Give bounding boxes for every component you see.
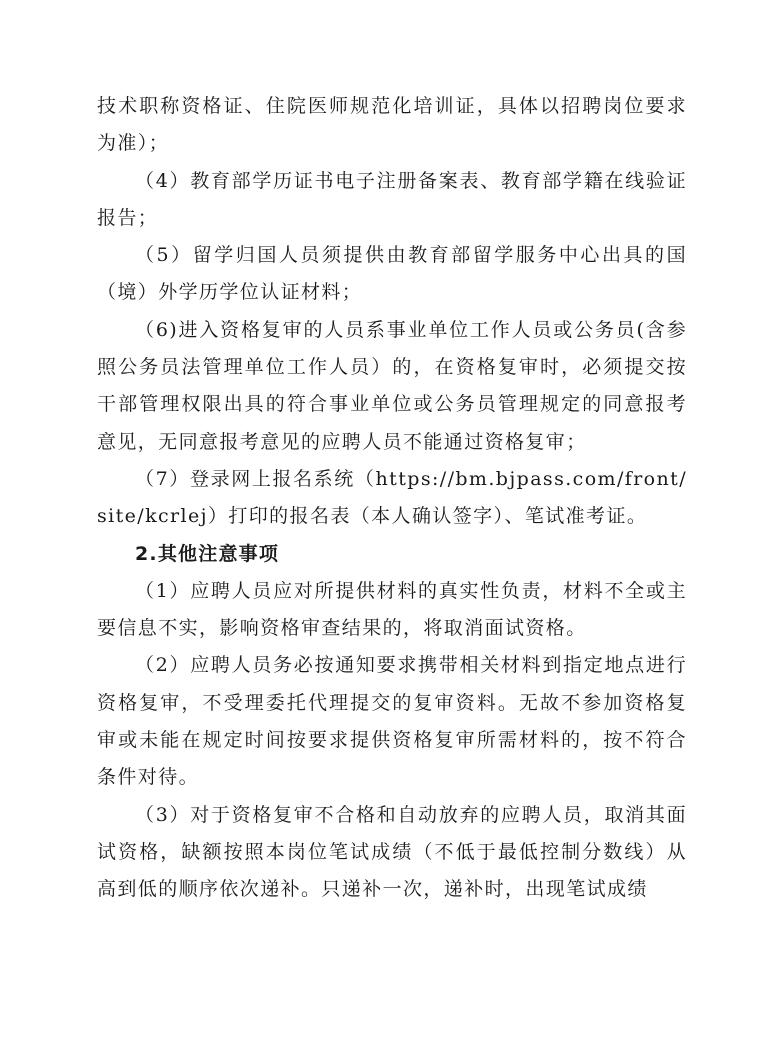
paragraph-note-3: （3）对于资格复审不合格和自动放弃的应聘人员，取消其面试资格，缺额按照本岗位笔试成绩（不低于最低控制分数线）从高到低的顺序依次递补。只递补一次，递补时，出现笔试成绩 [97, 803, 687, 901]
paragraph-continuation: 技术职称资格证、住院医师规范化培训证，具体以招聘岗位要求为准）； [97, 95, 687, 155]
paragraph-item-5: （5）留学归国人员须提供由教育部留学服务中心出具的国（境）外学历学位认证材料； [97, 244, 687, 304]
paragraph-item-7: （7）登录网上报名系统（https://bm.bjpass.com/front/site/kcrlej）打印的报名表（本人确认签字）、笔试准考证。 [97, 467, 687, 528]
paragraph-item-4: （4）教育部学历证书电子注册备案表、教育部学籍在线验证报告； [97, 169, 687, 229]
section-heading: 2.其他注意事项 [135, 542, 280, 565]
paragraph-note-2: （2）应聘人员务必按通知要求携带相关材料到指定地点进行资格复审，不受理委托代理提交的复审资料。无故不参加资格复审或未能在规定时间按要求提供资格复审所需材料的，按不符合条件对待。 [97, 654, 687, 789]
paragraph-item-6: （6)进入资格复审的人员系事业单位工作人员或公务员(含参照公务员法管理单位工作人员）的，在资格复审时，必须提交按干部管理权限出具的符合事业单位或公务员管理规定的同意报考意见，无同意报考意见的应聘人员不能通过资格复审； [97, 318, 687, 453]
paragraph-note-1: （1）应聘人员应对所提供材料的真实性负责，材料不全或主要信息不实，影响资格审查结果的，将取消面试资格。 [97, 579, 687, 640]
document-body [97, 88, 687, 909]
